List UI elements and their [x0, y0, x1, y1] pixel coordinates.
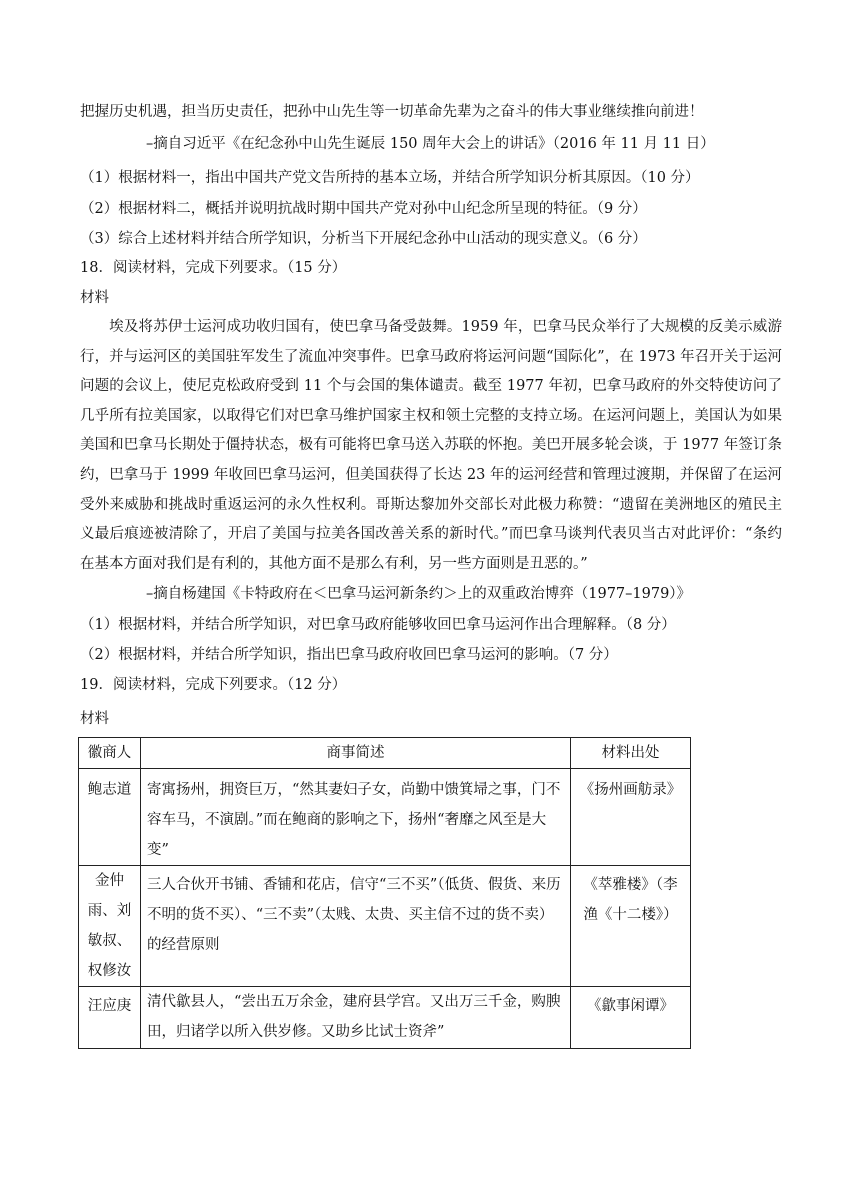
q17-sub3: （3）综合上述材料并结合所学知识，分析当下开展纪念孙中山活动的现实意义。（6 分）	[80, 231, 647, 247]
header-source: 材料出处	[571, 738, 691, 769]
q17-sub1: （1）根据材料一，指出中国共产党文告所持的基本立场，并结合所学知识分析其原因。（10 分）	[80, 170, 700, 186]
header-summary: 商事简述	[141, 738, 571, 769]
row-source: 《扬州画舫录》	[571, 769, 691, 866]
material-source-line: –摘自习近平《在纪念孙中山先生诞辰 150 周年大会上的讲话》（2016 年 11 月 11 日）	[146, 136, 715, 152]
q17-sub2: （2）根据材料二，概括并说明抗战时期中国共产党对孙中山纪念所呈现的特征。（9 分）	[80, 201, 647, 217]
material-closing-line: 把握历史机遇，担当历史责任，把孙中山先生等一切革命先辈为之奋斗的伟大事业继续推向前进！	[80, 104, 704, 120]
q18-material-paragraph	[80, 313, 782, 579]
q18-paragraph-text: 埃及将苏伊士运河成功收归国有，使巴拿马备受鼓舞。1959 年，巴拿马民众举行了大规模的反美示威游行，并与运河区的美国驻军发生了流血冲突事件。巴拿马政府将运河问题“国际化”，在 1973 年召开关于运河问题的会议上，使尼克松政府受到 11 个与会国的集体谴责。截至 1977 年初，巴拿马政府的外交特使访问了几乎所有拉美国家，以取得它们对巴拿马维护国家主权和领土完整的支持立场。在运河问题上，美国认为如果美国和巴拿马长期处于僵持状态，极有可能将巴拿马送入苏联的怀抱。美巴开展多轮会谈，于 1977 年签订条约，巴拿马于 1999 年收回巴拿马运河，但美国获得了长达 23 年的运河经营和管理过渡期，并保留了在运河受外来威胁和挑战时重返运河的永久性权利。哥斯达黎加外交部长对此极力称赞：“遗留在美洲地区的殖民主义最后痕迹被清除了，开启了美国与拉美各国改善关系的新时代。”而巴拿马谈判代表贝当古对此评价：“条约在基本方面对我们是有利的，其他方面不是那么有利，另一些方面则是丑恶的。”	[80, 319, 782, 572]
q18-material-label: 材料	[80, 290, 109, 306]
merchant-table	[78, 737, 691, 1049]
q19-heading: 19．阅读材料，完成下列要求。（12 分）	[80, 677, 347, 693]
row-merchant-name: 鲍志道	[79, 769, 141, 866]
row-summary: 三人合伙开书铺、香铺和花店，信守“三不买”（低货、假货、来历不明的货不买）、“三不卖”（太贱、太贵、买主信不过的货不卖）的经营原则	[141, 866, 571, 987]
q18-sub2: （2）根据材料，并结合所学知识，指出巴拿马政府收回巴拿马运河的影响。（7 分）	[80, 647, 618, 663]
table-header-row	[79, 738, 691, 769]
table-row	[79, 987, 691, 1049]
table-row	[79, 866, 691, 987]
row-summary: 寄寓扬州，拥资巨万，“然其妻妇子女，尚勤中馈箕埽之事，门不容车马，不演剧。”而在鲍商的影响之下，扬州“奢靡之风至是大变”	[141, 769, 571, 866]
row-source: 《萃雅楼》（李渔《十二楼》）	[571, 866, 691, 987]
row-merchant-name: 金仲雨、刘敏叔、权修汝	[79, 866, 141, 987]
q19-material-label: 材料	[80, 711, 109, 727]
q18-sub1: （1）根据材料，并结合所学知识，对巴拿马政府能够收回巴拿马运河作出合理解释。（8 分）	[80, 617, 676, 633]
q18-source-line: –摘自杨建国《卡特政府在＜巴拿马运河新条约＞上的双重政治博弈（1977–1979）》	[146, 586, 692, 602]
row-summary: 清代歙县人，“尝出五万余金，建府县学宫。又出万三千金，购腴田，归诸学以所入供岁修。又助乡比试士资斧”	[141, 987, 571, 1049]
header-merchant: 徽商人	[79, 738, 141, 769]
row-source: 《歙事闲谭》	[571, 987, 691, 1049]
q18-heading: 18．阅读材料，完成下列要求。（15 分）	[80, 260, 347, 276]
table-row	[79, 769, 691, 866]
row-merchant-name: 汪应庚	[79, 987, 141, 1049]
